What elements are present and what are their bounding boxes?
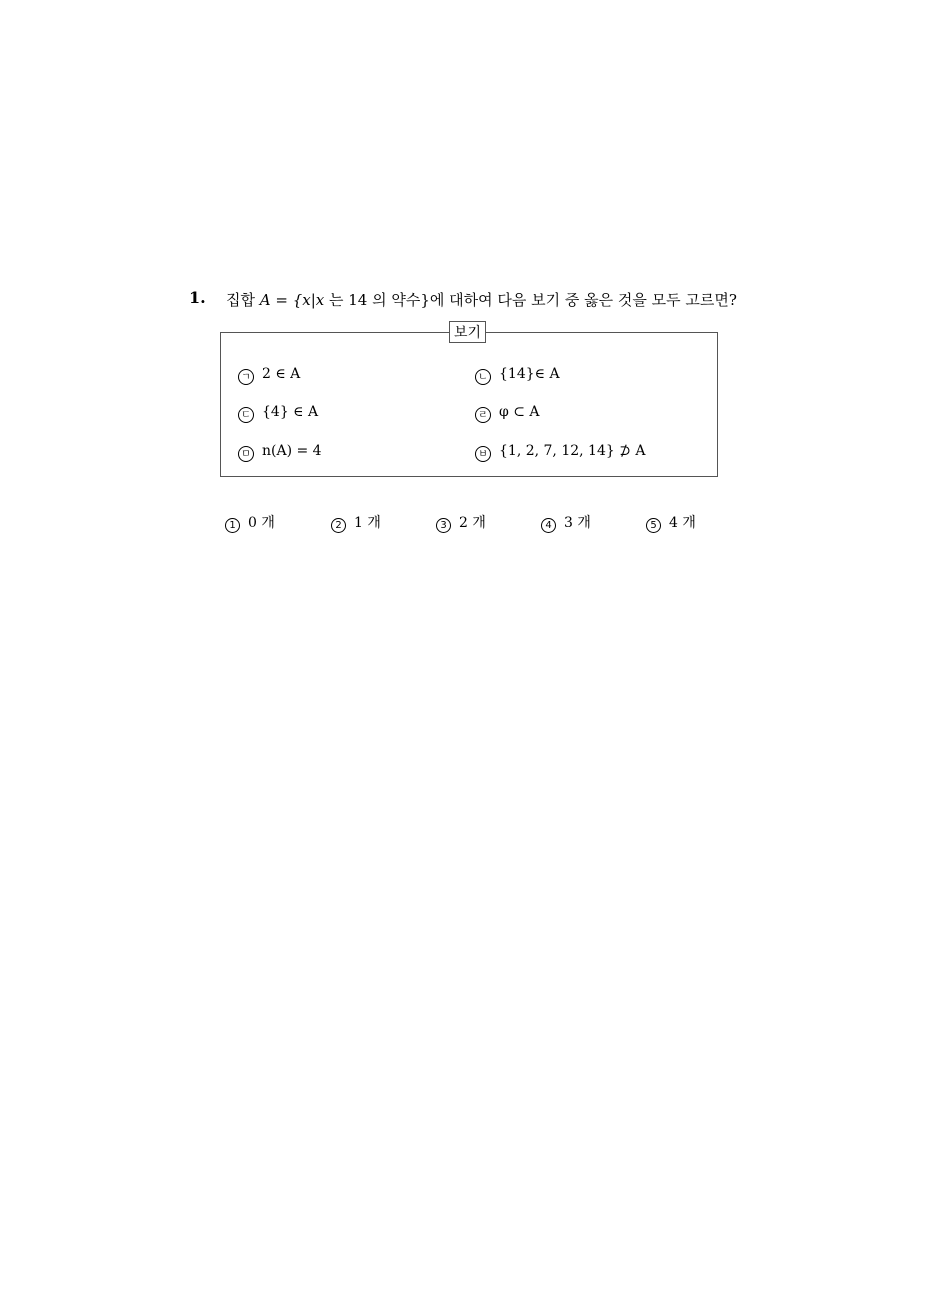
choice-label: 4 개	[669, 515, 696, 531]
item-expr: 2 ∈ A	[262, 366, 301, 382]
choice-label: 2 개	[459, 515, 486, 531]
item-expr: {1, 2, 7, 12, 14} ⊅ A	[499, 443, 646, 459]
bogi-item-4	[475, 404, 540, 423]
bogi-item-1	[238, 366, 300, 385]
bogi-label: 보기	[449, 321, 486, 343]
choice-number: 5	[646, 518, 661, 533]
question-number: 1.	[189, 288, 206, 307]
item-expr: {4} ∈ A	[262, 404, 319, 420]
bogi-item-5	[238, 443, 322, 462]
item-marker: ㅂ	[475, 446, 491, 462]
choice-number: 4	[541, 518, 556, 533]
item-marker: ㄱ	[238, 369, 254, 385]
item-marker: ㄹ	[475, 407, 491, 423]
answer-choice-4[interactable]	[541, 512, 591, 533]
choice-number: 3	[436, 518, 451, 533]
bogi-item-3	[238, 404, 318, 423]
item-marker: ㅁ	[238, 446, 254, 462]
choice-label: 0 개	[248, 515, 275, 531]
choice-number: 1	[225, 518, 240, 533]
item-expr: {14}∈ A	[499, 366, 560, 382]
choice-label: 3 개	[564, 515, 591, 531]
answer-choice-5[interactable]	[646, 512, 696, 533]
choice-number: 2	[331, 518, 346, 533]
item-expr: n(A) = 4	[262, 443, 322, 459]
question-middle: 는 14 의 약수}	[329, 291, 430, 309]
item-marker: ㄷ	[238, 407, 254, 423]
item-marker: ㄴ	[475, 369, 491, 385]
question-set-expr: A = {x|x	[259, 291, 325, 309]
answer-choice-1[interactable]	[225, 512, 275, 533]
choice-label: 1 개	[354, 515, 381, 531]
question-text	[226, 289, 737, 310]
question-prefix: 집합	[226, 291, 255, 309]
answer-choice-3[interactable]	[436, 512, 486, 533]
bogi-item-6	[475, 443, 646, 462]
bogi-item-2	[475, 366, 560, 385]
question-suffix: 에 대하여 다음 보기 중 옳은 것을 모두 고르면?	[429, 291, 737, 309]
answer-choice-2[interactable]	[331, 512, 381, 533]
item-expr: φ ⊂ A	[499, 404, 540, 420]
